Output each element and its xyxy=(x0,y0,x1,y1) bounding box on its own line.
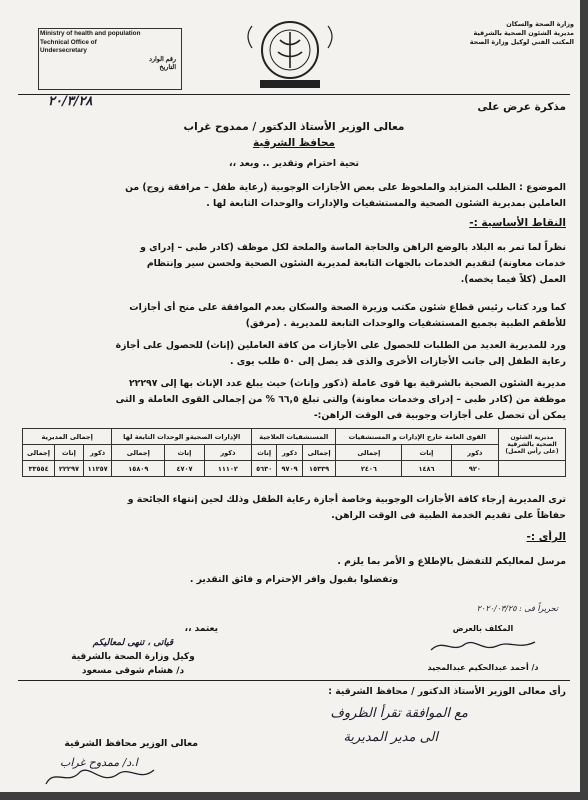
table-group-header: إجمالى المديرية xyxy=(23,429,112,445)
table-subheader: إناث xyxy=(402,445,451,461)
point-line: مديرية الشئون الصحية بالشرقية بها قوى عاملة (ذكور وإناث) حيث يبلغ عدد الإناث بها إلى ٢٢٢٩٧ xyxy=(129,378,566,389)
table-subheader: ذكور xyxy=(83,445,112,461)
memo-date: تحريراً فى : ٢٠٢٠/٠٣/٢٥ xyxy=(476,604,558,613)
point-line: خدمات معاونة) لتقديم الخدمات بالجهات التابعة لمديرية الشئون الصحية ولحسن سير وإنتظام xyxy=(146,258,566,269)
point-line: للأطقم الطبية بجميع المستشفيات والوحدات التابعة للمديرية . (مرفق) xyxy=(245,318,566,329)
governor-signature xyxy=(40,762,160,792)
table-cell: ١٤٨٦ xyxy=(402,461,451,477)
header-line: Undersecretary xyxy=(40,47,87,54)
table-group-header: المستشفيات العلاجية xyxy=(251,429,336,445)
header-line: رقم الوارد xyxy=(149,55,176,63)
addressee-title: محافظ الشرقية xyxy=(252,137,336,149)
header-line: وزارة الصحة والسكان xyxy=(506,20,574,28)
table-subheader: إجمالى xyxy=(23,445,55,461)
presenter-label: المكلف بالعرض xyxy=(452,624,514,633)
scan-edge-shadow xyxy=(580,0,588,800)
table-cell: ١٥٨٠٩ xyxy=(112,461,165,477)
presenter-signature-block xyxy=(408,622,558,675)
header-line: مديرية الشئون الصحية بالشرقية xyxy=(473,29,574,37)
table-cell xyxy=(499,461,566,477)
presenter-name: د/ أحمد عبدالحكيم عبدالمجيد xyxy=(427,663,539,672)
table-cell: ٣٣٥٥٤ xyxy=(23,461,55,477)
table-group-header: الإدارات الصحيةو الوحدات التابعة لها xyxy=(112,429,252,445)
point-line: كما ورد كتاب رئيس قطاع شئون مكتب وزيرة الصحة والسكان بعدم الموافقة على منح أى أجازات xyxy=(129,302,566,313)
table-group-header: القوى العامة خارج الإدارات و المستشفيات xyxy=(336,429,499,445)
approve-label: يعتمد ،، xyxy=(184,624,218,634)
subject-line: العاملين بمديرية الشئون الصحية والمستشفيات والإدارات والوحدات التابعة لها . xyxy=(206,198,566,209)
ministry-header-english xyxy=(40,30,176,73)
addressee-line: معالى الوزير الأستاذ الدكتور / ممدوح غراب xyxy=(183,121,405,133)
table-subheader: ذكور xyxy=(204,445,251,461)
subject-line: الموضوع : الطلب المتزايد والملحوظ على بعض الأجازات الوجوبية (رعاية طفل – مرافقة زوج) من xyxy=(125,182,566,193)
header-line: التاريخ xyxy=(159,64,176,71)
opinion-line: وتفضلوا بقبول وافر الإحترام و فائق التقدير . xyxy=(189,574,399,585)
table-cell: ١١٢٥٧ xyxy=(83,461,112,477)
deputy-signature-block xyxy=(48,622,218,678)
handwritten-note: قياتى ، تنهى لمعاليكم xyxy=(92,638,174,648)
header-line: Technical Office of xyxy=(40,38,97,46)
table-subheader: إجمالى xyxy=(112,445,165,461)
request-line: حفاظاً على تقديم الخدمة الطبية فى الوقت الراهن. xyxy=(331,510,566,521)
table-subheader: ذكور xyxy=(451,445,498,461)
point-line: رعاية الطفل إلى جانب الأجازات الأخرى والذى قد يصل إلى ٥٠ طلب يوى . xyxy=(230,356,566,367)
handwritten-approval: مع الموافقة تقرأ الظروف xyxy=(330,706,468,721)
table-cell: ٥٦٣٠ xyxy=(251,461,276,477)
table-subheader: ذكور xyxy=(277,445,302,461)
stamp-date: ٢٠/٣/٢٨ xyxy=(48,94,93,109)
governor-opinion-label: رأى معالى الوزير الأستاذ الدكتور / محافظ الشرقية : xyxy=(328,686,566,697)
table-subheader: إجمالى xyxy=(336,445,402,461)
header-line: Ministry of health and population xyxy=(40,30,141,37)
table-cell: ٢٢٢٩٧ xyxy=(55,461,84,477)
table-cell: ٩٢٠ xyxy=(451,461,498,477)
presenter-signature xyxy=(423,636,543,656)
handwritten-approval: الى مدير المديرية xyxy=(343,730,438,745)
ministry-header-arabic xyxy=(424,20,574,47)
header-line: المكتب الفني لوكيل وزارة الصحة xyxy=(469,38,574,46)
governor-label: معالى الوزير محافظ الشرقية xyxy=(64,738,198,749)
point-line: يمكن أن تحصل على أجازات وجوبية فى الوقت الراهن:- xyxy=(313,410,566,421)
request-line: ترى المديرية إرجاء كافة الأجازات الوجوبية وخاصة أجازة رعاية الطفل وذلك لحين إنتهاء الجائحة و xyxy=(127,494,566,505)
deputy-title: وكيل وزارة الصحة بالشرقية xyxy=(71,652,195,662)
scan-edge-shadow xyxy=(0,792,588,800)
opinion-line: مرسل لمعاليكم للتفضل بالإطلاع و الأمر بما يلزم . xyxy=(337,556,566,567)
table-group-header: مديرية الشئون الصحية بالشرقية (على رأس العمل) xyxy=(499,429,566,461)
point-line: ورد للمديرية العديد من الطلبات للحصول على الأجازات من كافة العاملين (إناث) للحصول على أجازة xyxy=(115,340,566,351)
deputy-name: د/ هشام شوقى مسعود xyxy=(81,666,185,676)
ministry-emblem xyxy=(230,18,350,93)
opinion-heading: الرأى :- xyxy=(526,531,566,543)
memo-label: مذكرة عرض على xyxy=(477,101,566,113)
key-points-heading: النقاط الأساسية :- xyxy=(469,217,566,229)
table-subheader: إناث xyxy=(251,445,276,461)
table-cell: ١٥٣٣٩ xyxy=(302,461,336,477)
table-subheader: إناث xyxy=(165,445,205,461)
table-subheader: إجمالى xyxy=(302,445,336,461)
section-divider xyxy=(18,680,570,681)
greeting: تحية احترام وتقدير .. وبعد ،، xyxy=(229,158,359,169)
header-divider xyxy=(18,94,570,95)
table-cell: ٢٤٠٦ xyxy=(336,461,402,477)
table-cell: ٤٧٠٧ xyxy=(165,461,205,477)
point-line: العمل (كلاً فيما يخصه). xyxy=(460,274,566,285)
table-cell: ٩٧٠٩ xyxy=(277,461,302,477)
point-line: نظراً لما تمر به البلاد بالوضع الراهن والحاجة الماسة والملحة لكل موظف (كادر طبى – إدراى و xyxy=(140,242,566,253)
point-line: موظفة من (كادر طبى – إدراى وخدمات معاونة) والتى تبلغ ٦٦,٥ % من إجمالى القوى العاملة و التى xyxy=(115,394,566,405)
table-subheader: إناث xyxy=(55,445,84,461)
workforce-table xyxy=(22,428,566,477)
table-cell: ١١١٠٢ xyxy=(204,461,251,477)
governor-signature-text: ا.د/ ممدوح غراب xyxy=(60,756,138,769)
